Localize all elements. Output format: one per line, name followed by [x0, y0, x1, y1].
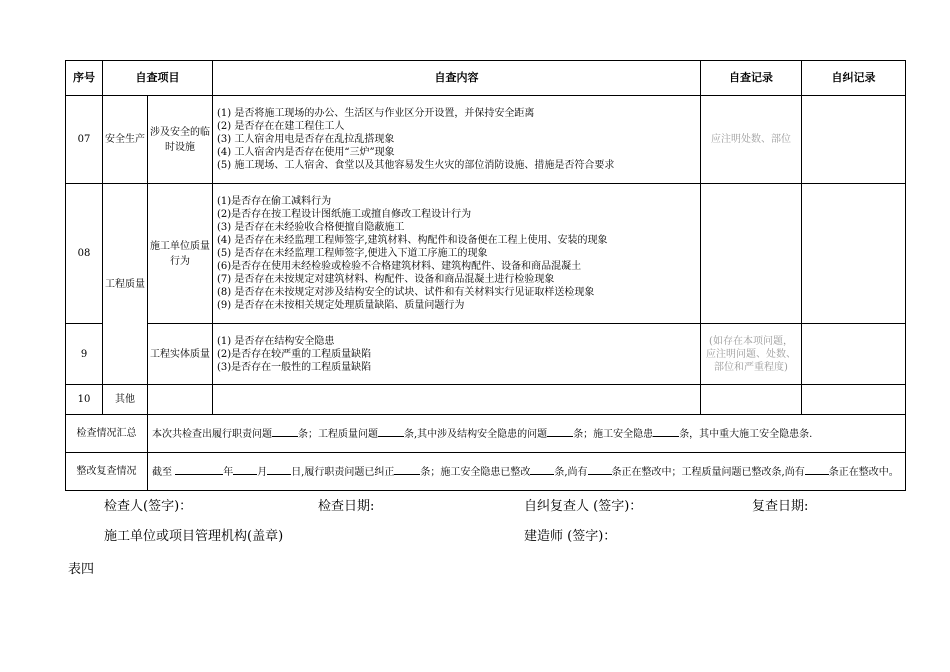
- organization-seal: 施工单位或项目管理机构(盖章): [104, 529, 284, 544]
- row-number: 10: [66, 385, 103, 415]
- content-item: (8) 是否存在未按规定对涉及结构安全的试块、试件和有关材料实行见证取样送检现象: [217, 287, 595, 298]
- correction-record-cell: [802, 184, 906, 324]
- form-number: 表四: [68, 562, 95, 577]
- content-item: (2)是否存在较严重的工程质量缺陷: [217, 348, 372, 360]
- builder-signature: 建造师 (签字)：: [524, 529, 617, 544]
- category-cell: 安全生产: [103, 96, 148, 184]
- content-cell: [213, 96, 701, 184]
- col-header-self-record: 自查记录: [701, 61, 802, 96]
- content-item: (1) 是否存在结构安全隐患: [217, 335, 335, 347]
- correction-record-cell: [802, 96, 906, 184]
- blank-field[interactable]: [394, 464, 420, 475]
- recheck-row: [66, 453, 906, 491]
- content-item: (7) 是否存在未按规定对建筑材料、构配件、设备和商品混凝土进行检验现象: [217, 274, 555, 285]
- category-cell: 工程质量: [103, 184, 148, 385]
- blank-field[interactable]: [233, 464, 257, 475]
- table-header-row: [66, 61, 906, 96]
- recheck-label: 整改复查情况: [66, 453, 148, 491]
- self-check-table: [65, 60, 906, 491]
- blank-field[interactable]: [547, 426, 573, 437]
- col-header-correction-record: 自纠记录: [802, 61, 906, 96]
- blank-field[interactable]: [588, 464, 612, 475]
- col-header-item: 自查项目: [103, 61, 213, 96]
- content-item: (2) 是否存在在建工程住工人: [217, 121, 345, 132]
- blank-field[interactable]: [267, 464, 291, 475]
- self-record-cell: [701, 184, 802, 324]
- subcategory-cell: 施工单位质量行为: [148, 184, 213, 324]
- recheck-text: 截至 年 月 日,履行职责问题已纠正 条；施工安全隐患已整改 条,尚有 条正在整改中；工程质量问题已整改条,尚有 条正在整改中。: [148, 453, 906, 491]
- blank-field[interactable]: [530, 464, 554, 475]
- content-item: (3) 是否存在未经验收合格便擅自隐蔽施工: [217, 222, 405, 233]
- content-cell: [213, 324, 701, 385]
- table-row: [66, 324, 906, 385]
- correction-record-cell: [802, 385, 906, 415]
- content-item: (4) 工人宿舍内是否存在使用“三炉”现象: [217, 147, 395, 158]
- self-record-cell: [701, 385, 802, 415]
- recheck-date: 复查日期:: [752, 499, 809, 514]
- col-header-content: 自查内容: [213, 61, 701, 96]
- summary-row: [66, 415, 906, 453]
- row-number: 07: [66, 96, 103, 184]
- row-number: 9: [66, 324, 103, 385]
- blank-field[interactable]: [378, 426, 404, 437]
- self-record-cell: (如存在本项问题，应注明问题、处数、部位和严重程度): [701, 324, 802, 385]
- subcategory-cell: 涉及安全的临时设施: [148, 96, 213, 184]
- content-cell: [213, 184, 701, 324]
- content-item: (2)是否存在按工程设计图纸施工或擅自修改工程设计行为: [217, 209, 472, 220]
- content-item: (3) 工人宿舍用电是否存在乱拉乱搭现象: [217, 134, 395, 145]
- blank-field[interactable]: [653, 426, 679, 437]
- category-cell: 其他: [103, 385, 148, 415]
- summary-text: 本次共检查出履行职责问题 条；工程质量问题 条,其中涉及结构安全隐患的问题 条；施工安全隐患 条，其中重大施工安全隐患条.: [148, 415, 906, 453]
- table-row: [66, 184, 906, 324]
- blank-field[interactable]: [175, 464, 223, 475]
- check-date: 检查日期:: [318, 499, 375, 514]
- row-number: 08: [66, 184, 103, 324]
- content-item: (1) 是否将施工现场的办公、生活区与作业区分开设置，并保持安全距离: [217, 108, 535, 119]
- content-item: (9) 是否存在未按相关规定处理质量缺陷、质量问题行为: [217, 300, 465, 311]
- self-record-cell: 应注明处数、部位: [701, 96, 802, 184]
- summary-label: 检查情况汇总: [66, 415, 148, 453]
- content-item: (3)是否存在一般性的工程质量缺陷: [217, 361, 372, 373]
- content-item: (6)是否存在使用未经检验或检验不合格建筑材料、建筑构配件、设备和商品混凝土: [217, 261, 582, 272]
- blank-field[interactable]: [805, 464, 829, 475]
- table-row: [66, 385, 906, 415]
- table-row: [66, 96, 906, 184]
- content-item: (4) 是否存在未经监理工程师签字,建筑材料、构配件和设备便在工程上使用、安装的现象: [217, 235, 608, 246]
- content-item: (5) 施工现场、工人宿舍、食堂以及其他容易发生火灾的部位消防设施、措施是否符合要求: [217, 160, 615, 171]
- blank-field[interactable]: [272, 426, 298, 437]
- inspector-signature: 检查人(签字)：: [104, 499, 193, 514]
- content-item: (5) 是否存在未经监理工程师签字,便进入下道工序施工的现象: [217, 248, 488, 259]
- subcategory-cell: [148, 385, 213, 415]
- subcategory-cell: 工程实体质量: [148, 324, 213, 385]
- col-header-number: 序号: [66, 61, 103, 96]
- content-item: (1)是否存在偷工减料行为: [217, 196, 332, 207]
- content-cell: [213, 385, 701, 415]
- correction-record-cell: [802, 324, 906, 385]
- rechecker-signature: 自纠复查人 (签字)：: [524, 499, 643, 514]
